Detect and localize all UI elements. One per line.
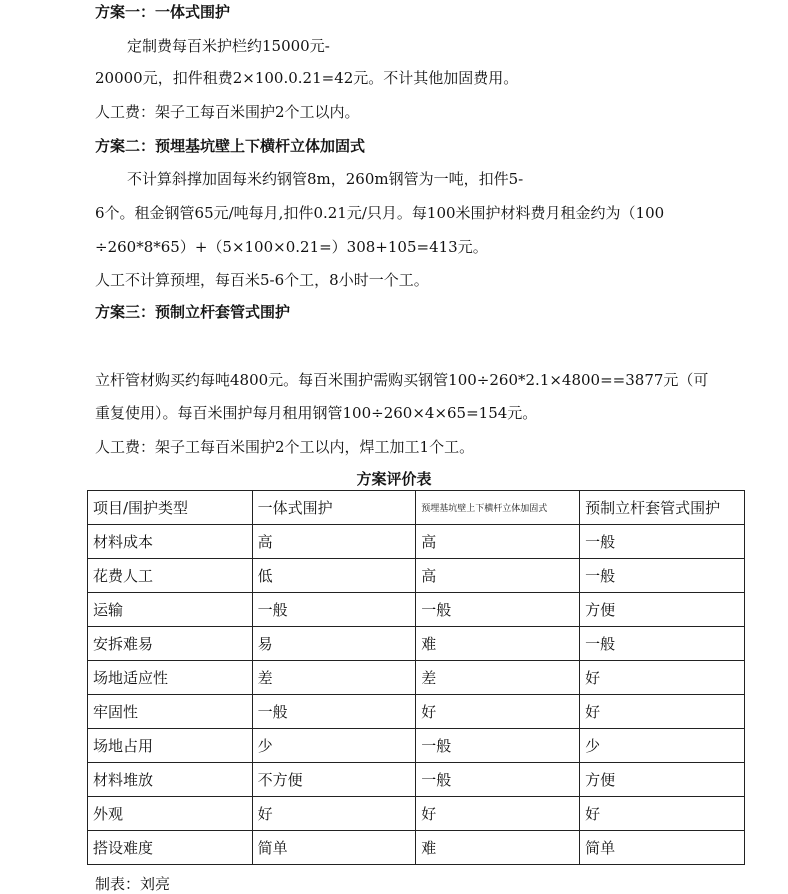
table-cell: 少 (252, 729, 416, 763)
table-cell: 材料成本 (88, 525, 253, 559)
table-header-row (88, 491, 745, 525)
table-cell: 一般 (580, 525, 745, 559)
table-cell: 低 (252, 559, 416, 593)
table-row (88, 729, 745, 763)
table-cell: 一般 (416, 729, 580, 763)
table-title: 方案评价表 (356, 470, 432, 488)
table-cell: 好 (416, 695, 580, 729)
table-cell: 好 (416, 797, 580, 831)
table-cell: 简单 (252, 831, 416, 865)
evaluation-table (87, 490, 745, 865)
table-cell: 差 (416, 661, 580, 695)
table-cell: 一般 (416, 763, 580, 797)
table-cell: 搭设难度 (88, 831, 253, 865)
table-row (88, 695, 745, 729)
table-cell: 一般 (580, 627, 745, 661)
table-row (88, 593, 745, 627)
table-cell: 少 (580, 729, 745, 763)
table-cell: 差 (252, 661, 416, 695)
table-cell: 好 (580, 695, 745, 729)
table-row (88, 661, 745, 695)
table-cell: 难 (416, 831, 580, 865)
table-cell: 安拆难易 (88, 627, 253, 661)
header-cell: 预埋基坑壁上下横杆立体加固式 (416, 491, 580, 525)
plan1-heading: 方案一：一体式围护 (95, 3, 231, 21)
table-cell: 场地适应性 (88, 661, 253, 695)
plan1-line-3: 人工费：架子工每百米围护2个工以内。 (95, 103, 360, 121)
table-cell: 一般 (252, 695, 416, 729)
plan1-line-2: 20000元，扣件租费2×100.0.21=42元。不计其他加固费用。 (95, 69, 519, 87)
table-row (88, 763, 745, 797)
plan2-line-2: 6个。租金钢管65元/吨每月,扣件0.21元/只月。每100米围护材料费月租金约为（100 (95, 204, 665, 222)
table-cell: 材料堆放 (88, 763, 253, 797)
table-cell: 高 (416, 559, 580, 593)
plan2-heading: 方案二：预埋基坑壁上下横杆立体加固式 (95, 137, 366, 155)
table-cell: 好 (580, 661, 745, 695)
table-row (88, 627, 745, 661)
plan3-line-2: 重复使用）。每百米围护每月租用钢管100÷260×4×65=154元。 (95, 404, 538, 422)
table-cell: 场地占用 (88, 729, 253, 763)
table-cell: 好 (252, 797, 416, 831)
header-cell: 一体式围护 (252, 491, 416, 525)
table-cell: 运输 (88, 593, 253, 627)
table-cell: 易 (252, 627, 416, 661)
plan2-line-1: 不计算斜撑加固每米约钢管8m，260m钢管为一吨，扣件5- (127, 170, 524, 188)
table-cell: 不方便 (252, 763, 416, 797)
plan3-heading: 方案三：预制立杆套管式围护 (95, 303, 291, 321)
plan3-line-3: 人工费：架子工每百米围护2个工以内，焊工加工1个工。 (95, 438, 475, 456)
table-cell: 牢固性 (88, 695, 253, 729)
table-row (88, 797, 745, 831)
header-cell: 预制立杆套管式围护 (580, 491, 745, 525)
header-cell: 项目/围护类型 (88, 491, 253, 525)
table-cell: 高 (252, 525, 416, 559)
table-cell: 简单 (580, 831, 745, 865)
table-cell: 花费人工 (88, 559, 253, 593)
table-cell: 方便 (580, 763, 745, 797)
table-footer-note: 制表：刘亮 (95, 875, 171, 893)
table-cell: 一般 (252, 593, 416, 627)
table-cell: 高 (416, 525, 580, 559)
table-row (88, 559, 745, 593)
table-cell: 一般 (580, 559, 745, 593)
table-cell: 方便 (580, 593, 745, 627)
plan1-line-1: 定制费每百米护栏约15000元- (127, 37, 330, 55)
table-cell: 难 (416, 627, 580, 661)
plan2-line-3: ÷260*8*65）+（5×100×0.21=）308+105=413元。 (95, 238, 488, 256)
plan2-line-4: 人工不计算预埋，每百米5-6个工，8小时一个工。 (95, 271, 429, 289)
table-cell: 一般 (416, 593, 580, 627)
table-cell: 好 (580, 797, 745, 831)
table-cell: 外观 (88, 797, 253, 831)
table-row (88, 831, 745, 865)
plan3-line-1: 立杆管材购买约每吨4800元。每百米围护需购买钢管100÷260*2.1×4800==3877元（可 (95, 371, 709, 389)
table-row (88, 525, 745, 559)
